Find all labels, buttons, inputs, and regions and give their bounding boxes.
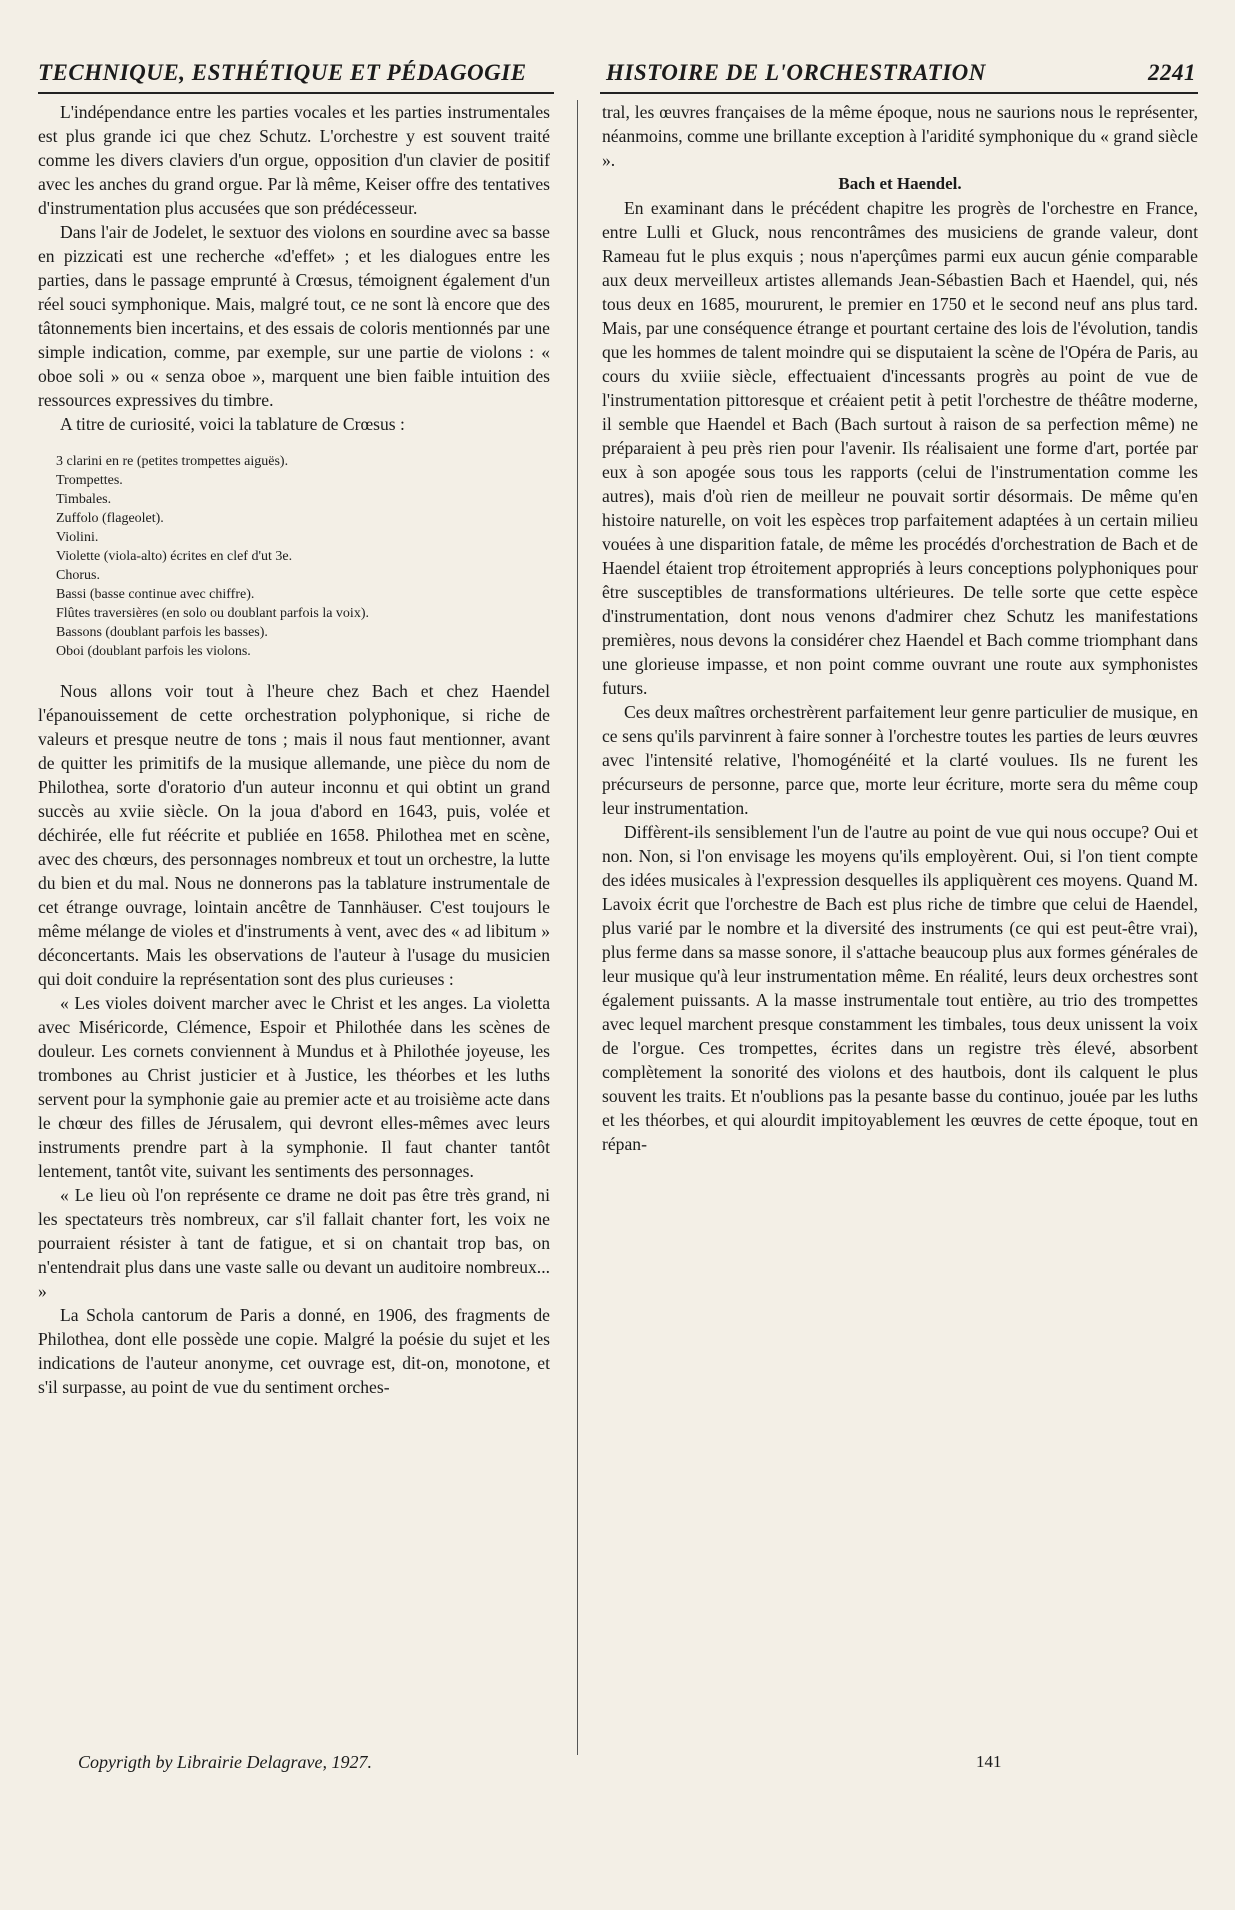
left-paragraph-7: La Schola cantorum de Paris a donné, en 1906, des fragments de Philothea, dont elle possède une copie. Malgré la poésie du sujet et les indications de l'auteur anonyme, cet ouvrage est, dit-on, monotone, et s'il surpasse, au point de vue du sentiment orches- xyxy=(38,1305,550,1397)
right-paragraph-1: tral, les œuvres françaises de la même époque, nous ne saurions nous le représenter, néanmoins, comme une brillante exception à l'aridité symphonique du « grand siècle ». xyxy=(602,102,1198,170)
section-title: Bach et Haendel. xyxy=(838,174,962,193)
running-header-title: HISTOIRE DE L'ORCHESTRATION xyxy=(606,60,986,85)
page-number: 2241 xyxy=(1148,60,1196,85)
tablature-item: Timbales. xyxy=(56,492,112,507)
tablature-item: Violini. xyxy=(56,530,99,545)
tablature-item: Violette (viola-alto) écrites en clef d'ut 3e. xyxy=(56,549,293,564)
left-paragraph-4: Nous allons voir tout à l'heure chez Bach et chez Haendel l'épanouissement de cette orchestration polyphonique, si riche de valeurs et presque neutre de tons ; mais il nous faut mentionner, avant de quitter les primitifs de la musique allemande, une pièce du nom de Philothea, sorte d'oratorio d'un auteur inconnu et qui obtint un grand succès au xviie siècle. On la joua d'abord en 1643, puis, volée et déchirée, elle fut réécrite et publiée en 1658. Philothea met en scène, avec des chœurs, des personnages nombreux et tout un orchestre, la lutte du bien et du mal. Nous ne donnerons pas la tablature instrumentale de cet étrange ouvrage, lointain ancêtre de Tannhäuser. C'est toujours le même mélange de violes et d'instruments à vent, avec des « ad libitum » déconcertants. Mais les observations de l'auteur à l'usage du musicien qui doit conduire la représentation sont des plus curieuses : xyxy=(38,681,550,989)
tablature-item: Flûtes traversières (en solo ou doublant parfois la voix). xyxy=(56,606,369,621)
right-paragraph-3: Ces deux maîtres orchestrèrent parfaitement leur genre particulier de musique, en ce sens qu'ils parvinrent à faire sonner à l'orchestre toutes les parties de leurs œuvres avec l'intensité relative, l'homogénéité et la clarté voulues. Ils ne furent les précurseurs de personne, parce que, morte leur écriture, morte sera du même coup leur instrumentation. xyxy=(602,702,1198,818)
left-paragraph-1: L'indépendance entre les parties vocales et les parties instrumentales est plus grande ici que chez Schutz. L'orchestre y est souvent traité comme les divers claviers d'un orgue, opposition d'un clavier de positif avec les anches du grand orgue. Par là même, Keiser offre des tentatives d'instrumentation plus accusées que son prédécesseur. xyxy=(38,102,550,218)
tablature-item: 3 clarini en re (petites trompettes aiguës). xyxy=(56,454,289,469)
right-paragraph-2: En examinant dans le précédent chapitre les progrès de l'orchestre en France, entre Lulli et Gluck, nous rencontrâmes des musiciens de grande valeur, dont Rameau fut le plus exquis ; nous n'aperçûmes parmi eux aucun génie comparable aux deux merveilleux artistes allemands Jean-Sébastien Bach et Haendel, qui, nés tous deux en 1685, moururent, le premier en 1750 et le second neuf ans plus tard. Mais, par une conséquence étrange et pourtant certaine des lois de l'évolution, tandis que les hommes de talent moindre qui se disputaient la scène de l'Opéra de Paris, au cours du xviiie siècle, effectuaient d'incessants progrès au point de vue de l'instrumentation pittoresque et créaient petit à petit l'orchestre de théâtre moderne, il semble que Haendel et Bach (Bach surtout à raison de sa perfection même) ne préparaient à peu près rien pour l'avenir. Ils réalisaient une forme d'art, portée par eux à son apogée sous tous les rapports (celui de l'instrumentation comme les autres), mais d'où rien de meilleur ne pouvait sortir désormais. De même qu'en histoire naturelle, on voit les espèces trop parfaitement adaptées à un certain milieu vouées à une disparition fatale, de même les procédés d'orchestration de Bach et de Haendel étaient trop étroitement appropriés à leurs conceptions polyphoniques pour être susceptibles de transformations ultérieures. De telle sorte que cette espèce d'instrumentation, dont nous venons d'admirer chez Schutz les manifestations premières, nous devons la considérer chez Haendel et Bach comme triomphant dans une glorieuse impasse, et non point comme ouvrant une route aux symphonistes futurs. xyxy=(602,198,1198,698)
left-paragraph-2: Dans l'air de Jodelet, le sextuor des violons en sourdine avec sa basse en pizzicati est une recherche «d'effet» ; et les dialogues entre les parties, dans le passage emprunté à Crœsus, témoignent également d'un réel souci symphonique. Mais, malgré tout, ce ne sont là encore que des tâtonnements bien incertains, et des essais de coloris mentionnés par une simple indication, comme, par exemple, sur une partie de violons : « oboe soli » ou « senza oboe », marquent une bien faible intuition des ressources expressives du timbre. xyxy=(38,222,550,410)
copyright-footer: Copyrigth by Librairie Delagrave, 1927. xyxy=(78,1752,372,1772)
left-paragraph-6: « Le lieu où l'on représente ce drame ne doit pas être très grand, ni les spectateurs très nombreux, car s'il fallait chanter fort, les voix ne pourraient résister à tant de fatigue, et si on chantait trop bas, on n'entendrait plus dans une vaste salle ou devant un auditoire nombreux... » xyxy=(38,1185,550,1301)
right-column xyxy=(602,100,1198,1156)
header-rule-left xyxy=(38,92,554,94)
left-paragraph-3: A titre de curiosité, voici la tablature de Crœsus : xyxy=(60,414,405,434)
left-column xyxy=(38,100,550,1399)
tablature-item: Oboi (doublant parfois les violons. xyxy=(56,644,251,659)
tablature-item: Zuffolo (flageolet). xyxy=(56,511,164,526)
left-paragraph-5: « Les violes doivent marcher avec le Christ et les anges. La violetta avec Miséricorde, Clémence, Espoir et Philothée dans les scènes de douleur. Les cornets conviennent à Mundus et à Philothée joyeuse, les trombones au Christ justicier et à Justice, les théorbes et les luths servent pour la symphonie gaie au premier acte et au troisième acte dans le chœur des filles de Jérusalem, qui devront elles-mêmes avec leurs instruments prendre part à la symphonie. Il faut chanter tantôt lentement, tantôt vite, suivant les sentiments des personnages. xyxy=(38,993,550,1181)
folio-number: 141 xyxy=(976,1752,1002,1771)
column-divider xyxy=(577,100,578,1755)
running-header-left: TECHNIQUE, ESTHÉTIQUE ET PÉDAGOGIE xyxy=(38,60,527,85)
running-header-right xyxy=(606,60,1196,86)
tablature-item: Chorus. xyxy=(56,568,100,583)
tablature-item: Bassons (doublant parfois les basses). xyxy=(56,625,268,640)
tablature-item: Bassi (basse continue avec chiffre). xyxy=(56,587,255,602)
header-rule-right xyxy=(600,92,1198,94)
tablature-item: Trompettes. xyxy=(56,473,123,488)
tablature-list xyxy=(38,452,550,661)
right-paragraph-4: Diffèrent-ils sensiblement l'un de l'autre au point de vue qui nous occupe? Oui et non. Non, si l'on envisage les moyens qu'ils employèrent. Oui, si l'on tient compte des idées musicales à l'expression desquelles ils appliquèrent ces moyens. Quand M. Lavoix écrit que l'orchestre de Bach est plus riche de timbre que celui de Haendel, plus varié par le nombre et la diversité des instruments (ce qui est peut-être vrai), plus ferme dans sa masse sonore, il s'attache beaucoup plus aux formes générales de leur musique qu'à leur instrumentation même. En réalité, leurs deux orchestres sont également puissants. A la masse instrumentale tout entière, au trio des trompettes avec lequel marchent presque constamment les timbales, tous deux unissent la voix de l'orgue. Ces trompettes, écrites dans un registre très élevé, absorbent complètement la sonorité des violons et des hautbois, dont ils calquent le plus souvent les traits. Et n'oublions pas la pesante basse du continuo, jouée par les luths et les théorbes, et qui alourdit impitoyablement les œuvres de cette époque, tout en répan- xyxy=(602,822,1198,1154)
